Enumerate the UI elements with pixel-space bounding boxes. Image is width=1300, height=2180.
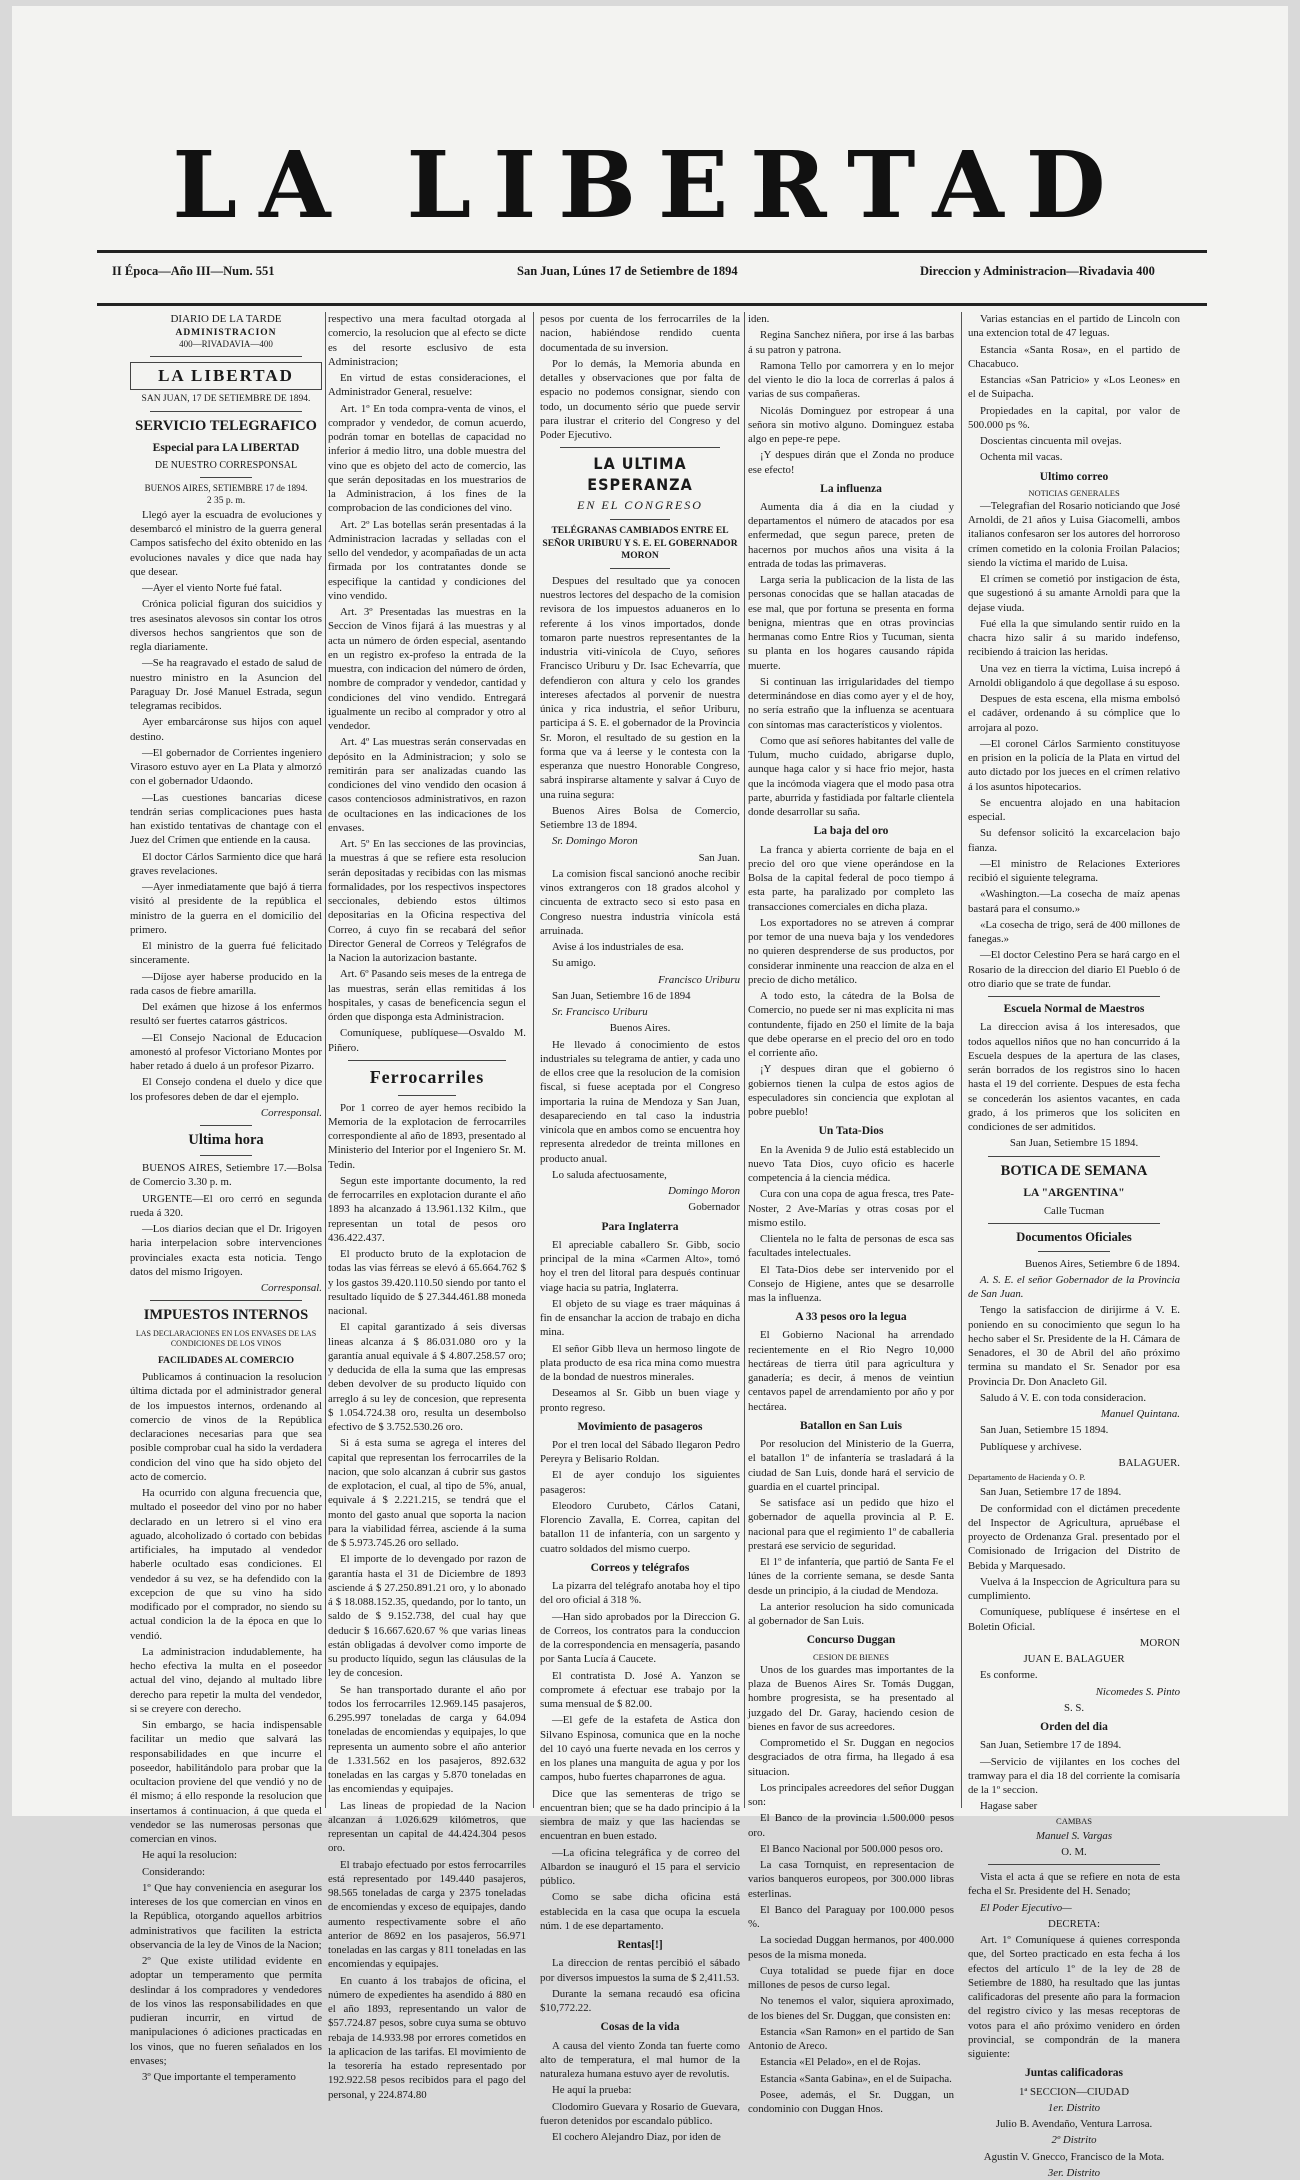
paragraph: Cura con una copa de agua fresca, tres Pate-Noster, 2 Ave-Marías y otras cosas por el mismo estilo. xyxy=(748,1188,954,1229)
paragraph: 2º Que existe utilidad evidente en adoptar un temperamento que permita deslindar á los compradores y vendedores de los vinos las responsabilidades en que pudieran incurrir, en virtud de manipulaciones ó adiciones practicadas en los vinos, que no fueren señalados en los envases; xyxy=(130,1955,322,2067)
paragraph: 1er. Distrito xyxy=(1047,2101,1101,2114)
subheading: Calle Tucman xyxy=(1043,1204,1105,1217)
issue-number: II Época—Año III—Num. 551 xyxy=(112,264,275,278)
column-5 xyxy=(968,312,1180,2179)
signature: S. S. xyxy=(1063,1701,1085,1714)
paragraph: La direccion de rentas percibió el sábado por diversos impuestos la suma de $ 2,411.53. xyxy=(540,1957,740,1984)
signature: BALAGUER. xyxy=(1118,1456,1180,1469)
subheading: LAS DECLARACIONES EN LOS ENVASES DE LAS CONDICIONES DE LOS VINOS xyxy=(135,1328,317,1349)
paragraph: Unos de los guardes mas importantes de la plaza de Buenos Aires Sr. Tomás Duggan, hombre progresista, se ha presentado al juzgado del Dr. Garay, haciendo cesion de bienes en favor de sus acreedores. xyxy=(748,1663,954,1733)
signature: Corresponsal. xyxy=(260,1282,322,1295)
paragraph: Se han transportado durante el año por todos los ferrocarriles 12.969.145 pasajeros, 6.295.997 toneladas de carga y 64.094 toneladas de encomiendas y equipajes, lo que representa un aumento sobre el año anterior de 1.331.562 en los pasajeros, 892.632 toneladas en las cargas y 5.870 toneladas en las encomiendas y equipajes. xyxy=(328,1683,526,1796)
paragraph: El Banco de la provincia 1.500.000 pesos oro. xyxy=(748,1812,954,1839)
issue-address: Direccion y Administracion—Rivadavia 400 xyxy=(920,264,1155,278)
paragraph: En la Avenida 9 de Julio está establecido un nuevo Tata Dios, cuyo oficio es hacerle competencia á la ciencia médica. xyxy=(748,1143,954,1185)
paragraph: La direccion avisa á los interesados, que todos aquellos niños que no han concurrido á la Escuela despues de la apertura de las clases, serán borrados de los registros sino lo hacen hasta el 19 del corriente. Despues de esta fecha se concederán los asientos vacantes, en cada grado, á los primeros que los soliciten en condiciones de ser admitidos. xyxy=(968,1021,1180,1134)
paragraph: El producto bruto de la explotacion de todas las vias férreas se elevó á 65.664.762 $ y los gastos 39.420.110.50 siendo por tanto el resultado líquido de $ 27.344.461.88 moneda nacional. xyxy=(328,1248,526,1317)
divider xyxy=(988,1156,1160,1157)
paragraph: San Juan, Setiembre 16 de 1894 xyxy=(552,989,691,1002)
paragraph: iden. xyxy=(748,313,770,325)
paragraph: DECRETA: xyxy=(1048,1917,1100,1930)
paragraph: 2º Distrito xyxy=(1051,2134,1097,2147)
paragraph: Sr. Francisco Uriburu xyxy=(552,1006,648,1019)
paragraph: Aumenta dia á dia en la ciudad y departamentos el número de atacados por esa enfermedad, que segun parece, preten de hacernos por muchos años una visita á la entrada de todas las primaveras. xyxy=(748,500,954,570)
section-heading: Batallon en San Luis xyxy=(800,1419,902,1432)
masthead-title: LA LIBERTAD xyxy=(172,131,1128,239)
signature: Corresponsal. xyxy=(260,1106,322,1119)
admin-address: 400—RIVADAVIA—400 xyxy=(179,339,273,350)
column-1 xyxy=(130,312,322,2084)
paragraph: Su amigo. xyxy=(552,957,596,970)
paragraph: Art. 3º Presentadas las muestras en la Seccion de Vinos fijará á las muestras y al acta un número de órden especial, asentando en un registro ex-profeso la entrada de la muestra, con indicacion del número de órden, nombre de comprador y vendedor, cantidad y condiciones del vino vendido. Entregará igualmente un recibo al comprador y otro al vendedor. xyxy=(328,606,526,732)
paragraph: Su defensor solicitó la excarcelacion bajo fianza. xyxy=(968,827,1180,854)
paragraph: —El Consejo Nacional de Educacion amonestó al profesor Victoriano Montes por haber retado á duelo á un profesor Pizarro. xyxy=(130,1031,322,1073)
signature: Domingo Moron xyxy=(668,1185,740,1198)
paragraph: San Juan, Setiembre 17 de 1894. xyxy=(980,1739,1122,1752)
divider xyxy=(200,1155,252,1156)
section-heading: Ultimo correo xyxy=(1039,470,1109,483)
paragraph: A todo esto, la cátedra de la Bolsa de Comercio, no puede ser ni mas explícita ni mas contundente, fijado en 250 el límite de la baja que debe operarse en el precio del oro en todo el corriente año. xyxy=(748,990,954,1060)
subheading: CESION DE BIENES xyxy=(812,1651,890,1662)
paragraph: «La cosecha de trigo, será de 400 millones de fanegas.» xyxy=(968,918,1180,946)
section-heading: Ultima hora xyxy=(188,1132,264,1149)
paragraph: No tenemos el valor, siquiera aproximado, de los bienes del Sr. Duggan, que consisten en: xyxy=(748,1995,954,2022)
paragraph: Vuelva á la Inspeccion de Agricultura para su cumplimiento. xyxy=(968,1575,1180,1603)
paragraph: Buenos Aires Bolsa de Comercio, Setiembre 13 de 1894. xyxy=(540,804,740,832)
paragraph: El crímen se cometió por instigacion de ésta, que sugestionó á su amante Arnoldi para que la dejase viuda. xyxy=(968,573,1180,614)
section-heading: LA ULTIMA ESPERANZA xyxy=(587,454,693,495)
section-heading: La influenza xyxy=(820,482,882,495)
paragraph: El objeto de su viage es traer máquinas á fin de ensanchar la accion de trabajo en dicha mina. xyxy=(540,1297,740,1339)
signature: MORON xyxy=(1139,1636,1180,1649)
section-heading: Correos y telégrafos xyxy=(590,1561,690,1574)
paragraph: Julio B. Avendaño, Ventura Larrosa. xyxy=(995,2118,1153,2131)
paragraph: El doctor Cárlos Sarmiento dice que hará graves revelaciones. xyxy=(130,850,322,877)
paragraph: Crónica policial figuran dos suicidios y tres asesinatos alevosos sin contar los otros diversos hechos sangrientos que son de regla diariamente. xyxy=(130,598,322,654)
paragraph: Ayer embarcáronse sus hijos con aquel destino. xyxy=(130,716,322,743)
paragraph: Los principales acreedores del señor Duggan son: xyxy=(748,1781,954,1808)
column-4 xyxy=(748,312,954,2115)
paragraph: El de ayer condujo los siguientes pasageros: xyxy=(540,1469,740,1496)
paragraph: El señor Gibb lleva un hermoso lingote de plata producto de esa rica mina como muestra de la bondad de nuestros minerales. xyxy=(540,1342,740,1384)
column-2 xyxy=(328,312,526,2101)
divider xyxy=(398,1095,456,1096)
paragraph: «Washington.—La cosecha de maíz apenas bastará para el consumo.» xyxy=(968,888,1180,915)
section-heading: Para Inglaterra xyxy=(601,1220,679,1233)
paragraph: BUENOS AIRES, Setiembre 17.—Bolsa de Comercio 3.30 p. m. xyxy=(130,1162,322,1189)
paragraph: Regina Sanchez niñera, por irse á las barbas á su patron y patrona. xyxy=(748,329,954,356)
dateline-time: 2 35 p. m. xyxy=(206,496,246,507)
issue-date: San Juan, Lúnes 17 de Setiembre de 1894 xyxy=(517,264,738,278)
paragraph: El apreciable caballero Sr. Gibb, socio principal de la mina «Carmen Alto», tomó hoy el tren del litoral para después continuar viage hacia su patria, Inglaterra. xyxy=(540,1238,740,1294)
divider xyxy=(988,1223,1160,1224)
paragraph: Deseamos al Sr. Gibb un buen viage y pronto regreso. xyxy=(540,1387,740,1414)
paragraph: Posee, además, el Sr. Duggan, un condominio con Duggan Hnos. xyxy=(748,2088,954,2115)
paragraph: Art. 4º Las muestras serán conservadas en depósito en la Administracion; y solo se remitirán para ser analizadas cuando las condiciones del vino vendido den ocasion á casos contenciosos administrativos, en razon de ocultaciones en las indicaciones de los envases. xyxy=(328,736,526,834)
paragraph: Clientela no le falta de personas de esca sas facultades intelectuales. xyxy=(748,1233,954,1260)
paragraph: Larga seria la publicacion de la lista de las personas conocidas que se hallan atacadas de ese mal, que por fortuna se presenta en forma benigna, mientras que en otras provincias hermanas como Entre Rios y Tucuman, sienta su planta en los hogares causando rápida muerte. xyxy=(748,574,954,672)
signature: Gobernador xyxy=(688,1201,740,1214)
paragraph: Art. 6º Pasando seis meses de la entrega de las muestras, serán ellas remitidas á los hospitales, y casas de beneficencia segun el órden que disponga esta Administracion. xyxy=(328,968,526,1023)
divider xyxy=(150,411,302,412)
paper-name: LA LIBERTAD xyxy=(130,362,322,390)
subheading: DE NUESTRO CORRESPONSAL xyxy=(154,460,298,472)
paragraph: Por resolucion del Ministerio de la Guerra, el batallon 1º de infantería se trasladará á la ciudad de San Luis, donde hará el servicio de guardia en el cuartel principal. xyxy=(748,1438,954,1493)
column-divider xyxy=(744,312,745,1808)
paragraph: Estancia «Santa Gabina», en el de Suipacha. xyxy=(760,2072,952,2085)
paragraph: Dice que las sementeras de trigo se encuentran bien; que se ha dado principio á la siembra de maiz y que las haciendas se encuentran en buen estado. xyxy=(540,1787,740,1843)
paragraph: Llegó ayer la escuadra de evoluciones y desembarcó el ministro de la guerra general Campos satisfecho del éxito obtenido en las evoluciones navales y dice que nada hay que desear. xyxy=(130,508,322,578)
paragraph: El Consejo condena el duelo y dice que los profesores deben de dar el ejemplo. xyxy=(130,1076,322,1103)
section-heading: Un Tata-Dios xyxy=(818,1125,884,1138)
divider xyxy=(610,568,670,569)
paragraph: Comuníquese, publíquese é insértese en el Boletin Oficial. xyxy=(968,1606,1180,1633)
paragraph: La casa Tornquist, en representacion de varios banqueros europeos, por 300.000 libras esterlinas. xyxy=(748,1859,954,1900)
paragraph: Las lineas de propiedad de la Nacion alcanzan á 1.026.629 kilómetros, que representan un capital de 44.424.304 pesos oro. xyxy=(328,1799,526,1855)
paragraph: Varias estancias en el partido de Lincoln con una extencion total de 47 leguas. xyxy=(968,313,1180,340)
paragraph: El Gobierno Nacional ha arrendado recientemente en el Rio Negro 10,000 hectáreas de tierra útil para agricultura y ganadería; es decir, á menos de veintiun centavos papel de arrendamiento por año y por hectárea. xyxy=(748,1329,954,1413)
paragraph: —El gobernador de Corrientes ingeniero Virasoro estuvo ayer en La Plata y almorzó con el gobernador Udaondo. xyxy=(130,746,322,788)
divider xyxy=(150,356,302,357)
divider xyxy=(150,1300,302,1301)
paragraph: Departamento de Hacienda y O. P. xyxy=(968,1472,1086,1483)
paragraph: —Han sido aprobados por la Direccion G. de Correos, los contratos para la conduccion de la correspondencia en mensagería, pasando por Santa Lucía á Caucete. xyxy=(540,1610,740,1666)
paragraph: He llevado á conocimiento de estos industriales su telegrama de antier, y cada uno de ellos cree que la resolucion de la comision fiscal, si fuese aceptada por el Congreso importaria la ruina de Mendoza y San Juan, desapareciendo en tal caso la industria vinícola que en ambos como se encuentra hoy representa alrededor de treinta millones en producto anual. xyxy=(540,1038,740,1165)
section-heading: IMPUESTOS INTERNOS xyxy=(143,1307,309,1324)
divider xyxy=(988,996,1160,997)
subheading: FACILIDADES AL COMERCIO xyxy=(157,1355,294,1366)
paragraph: —Ayer inmediatamente que bajó á tierra visitó al presidente de la república el ministro de la guerra en el domicilio del primero. xyxy=(130,881,322,936)
paragraph: Segun este importante documento, la red de ferrocarriles en explotacion durante el año 1893 ha alcanzado á 13.961.132 Kilm., que representan un total de pesos oro 436.422.437. xyxy=(328,1174,526,1244)
paragraph: Estancia «El Pelado», en el de Rojas. xyxy=(760,2056,921,2069)
paragraph: —Las cuestiones bancarias dicese tendrán serias complicaciones pues hasta han existido tentativas de chantage con el Juez del Crímen que entiende en la causa. xyxy=(130,791,322,847)
paragraph: Comuníquese, publíquese—Osvaldo M. Piñero. xyxy=(328,1027,526,1054)
paragraph: De conformidad con el dictámen precedente del Inspector de Agricultura, apruébase el proyecto de Ordenanza Gral. presentado por el Comisionado de Irrigacion del Distrito de Bebida y Marquesado. xyxy=(968,1502,1180,1572)
section-heading: Cosas de la vida xyxy=(600,2021,680,2034)
paragraph: El 1º de infantería, que partió de Santa Fe el lúnes de la corriente semana, se desde Santa desde un principio, á la ciudad de Mendoza. xyxy=(748,1556,954,1597)
diario-label: DIARIO DE LA TARDE xyxy=(170,313,282,325)
column-divider xyxy=(961,312,962,1808)
paragraph: Art. 1º En toda compra-venta de vinos, el comprador y vendedor, de comun acuerdo, podrán tomar en botellas de capacidad no inferior á medio litro, una doble muestra del vino que es objeto del acto de comercio, las que serán depositadas en los muestrarios de la Administracion, á los fines de la comprobacion de las condiciones del vino. xyxy=(328,402,526,515)
paragraph: Por lo demás, la Memoria abunda en detalles y observaciones que por falta de espacio no podemos consignar, siendo con todo, un documento sério que puede servir para ilustrar el criterio del Congreso y del Poder Ejecutivo. xyxy=(540,357,740,441)
paragraph: respectivo una mera facultad otorgada al comercio, la resolucion que al efecto se dicte es del resorte esclusivo de esta Administracion; xyxy=(328,313,526,368)
paragraph: La sociedad Duggan hermanos, por 400.000 pesos de la misma moneda. xyxy=(748,1934,954,1961)
paragraph: La comision fiscal sancionó anoche recibir vinos extrangeros con 18 grados alcohol y cincuenta de extracto seco si esto pasa en Congreso nuestra industria vinícola está arruinada. xyxy=(540,867,740,937)
section-heading: La baja del oro xyxy=(813,825,889,838)
masthead-rule-bottom xyxy=(97,303,1207,306)
paragraph: Saludo á V. E. con toda consideracion. xyxy=(980,1391,1147,1404)
paragraph: Una vez en tierra la víctima, Luisa increpó á Arnoldi obligandolo á que degollase á su esposo. xyxy=(968,662,1180,689)
paragraph: La franca y abierta corriente de baja en el precio del oro que viene operándose en la Bolsa de la capital federal de poco tiempo á esta parte, ha paralizado por completo las transacciones comerciales en dicha plaza. xyxy=(748,843,954,913)
paragraph: Vista el acta á que se refiere en nota de esta fecha el Sr. Presidente del H. Senado; xyxy=(968,1871,1180,1898)
paragraph: —Servicio de vijilantes en los coches del tramway para el dia 18 del corriente la comisaría de la 1º seccion. xyxy=(968,1755,1180,1796)
paragraph: El ministro de la guerra fué felicitado sinceramente. xyxy=(130,940,322,967)
paragraph: Se encuentra alojado en una habitacion especial. xyxy=(968,796,1180,824)
paragraph: 3º Que importante el temperamento xyxy=(142,2071,296,2084)
signature: O. M. xyxy=(1061,1845,1087,1858)
divider xyxy=(200,477,252,478)
paragraph: Comprometido el Sr. Duggan en negocios desgraciados de otra firma, ha llegado á esa situacion. xyxy=(748,1737,954,1778)
paragraph: Hagase saber xyxy=(980,1800,1038,1813)
paragraph: —El ministro de Relaciones Exteriores recibió el siguiente telegrama. xyxy=(968,857,1180,885)
section-heading: Documentos Oficiales xyxy=(1016,1230,1132,1245)
signature: Francisco Uriburu xyxy=(658,973,740,986)
paragraph: Despues del resultado que ya conocen nuestros lectores del despacho de la comision revisora de los impuestos aduaneros en lo referente á los vinos importados, donde tomaron parte nuestros representantes de la industria viti-vinícola de Cuyo, señores Francisco Uriburu y Dr. Isac Echevarría, que defendieron con altura y celo los grandes intereses afectados al porvenir de nuestra única y rica industria, el señor Uriburu, participa á S. E. el gobernador de la Provincia Sr. Moron, el resultado de su gestion en la forma que va á leerse y le contesta con la esperanza que nuestro Honorable Congreso, sabrá inspirarse altamente y salvar á Cuyo de una ruina segura: xyxy=(540,574,740,801)
paragraph: Por 1 correo de ayer hemos recibido la Memoria de la explotacion de ferrocarriles correspondiente al año de 1893, presentado al Ministerio del Interior por el Ingeniero Sr. M. Tedin. xyxy=(328,1101,526,1171)
column-3 xyxy=(540,312,740,2143)
paragraph: El Banco Nacional por 500.000 pesos oro. xyxy=(760,1842,943,1855)
paragraph: Ochenta mil vacas. xyxy=(980,451,1063,464)
paragraph: 1ª SECCION—CIUDAD xyxy=(1018,2085,1130,2098)
paragraph: Como que así señores habitantes del valle de Tulum, mucho cuidado, abrigarse duplo, aunque haga calor y si hace frio mejor, hasta que la incómoda viagera que el modo pasa otra parte, aburrida y fastidiada por faltarle clientela donde desarrollar su saña. xyxy=(748,734,954,819)
paragraph: Avise á los industriales de esa. xyxy=(552,941,684,954)
divider xyxy=(348,1060,506,1061)
paragraph: Eleodoro Curubeto, Cárlos Catani, Florencio Zavalla, E. Correa, capitan del batallon 11 de infantería, con un sargento y cuatro soldados del mismo cuerpo. xyxy=(540,1499,740,1555)
paragraph: Publicamos á continuacion la resolucion última dictada por el administrador general de los impuestos internos, ordenando al comercio de vinos de la República declaraciones necesarias para que sea posible comprobar cual ha sido la verdadera condicion del vino que ha sido objeto del acto de comercio. xyxy=(130,1371,322,1483)
divider xyxy=(988,1864,1160,1865)
signature: Nicomedes S. Pinto xyxy=(1095,1685,1180,1698)
signature: Manuel S. Vargas xyxy=(1035,1829,1113,1842)
paragraph: Del exámen que hizose á los enfermos resultó ser fuertes catarros gástricos. xyxy=(130,1001,322,1028)
newspaper-page xyxy=(12,6,1288,2179)
paragraph: La administracion indudablemente, ha hecho efectiva la multa en el poseedor actual del vino, dejando al multado libre derecho para repetir la multa del vendedor, si se creyere con derecho. xyxy=(130,1645,322,1715)
dateline: BUENOS AIRES, SETIEMBRE 17 de 1894. xyxy=(144,483,308,494)
signature: Manuel Quintana. xyxy=(1100,1408,1180,1421)
section-heading: SERVICIO TELEGRAFICO xyxy=(135,417,317,434)
paragraph: Art. 2º Las botellas serán presentadas á la Administracion lacradas y selladas con el sello del vendedor, y acompañadas de un acta firmada por los contratantes donde se especifique la cantidad y condiciones del vino vendido. xyxy=(328,518,526,602)
paragraph: Despues de esta escena, ella misma embolsó el cadáver, ordenando á su cómplice que lo arrojara al pozo. xyxy=(968,693,1180,734)
paragraph: El importe de lo devengado por razon de garantía hasta el 31 de Diciembre de 1893 asciende á $ 27.250.891.21 oro, y lo abonado á $ 18.088.152.35, quedando, por lo tanto, un saldo de $ 9.152.738, del cual hay que deducir $ 16.667.620.67 % que varias lineas están obligadas á devolver como importe de su producto líquido, segun las cláusulas de la ley de concesion. xyxy=(328,1553,526,1680)
paragraph: —Telegrafian del Rosario noticiando que José Arnoldi, de 21 años y Luisa Giacomelli, ambos italianos confesaron ser los autores del horroroso crímen cometido en la colonia Froilan Palacios; siendo la víctima el marido de Luisa. xyxy=(968,499,1180,569)
paragraph: Buenos Aires. xyxy=(609,1022,671,1035)
paragraph: El trabajo efectuado por estos ferrocarriles está representado por 149.440 pasajeros, 98.565 toneladas de carga y 2375 toneladas de encomiendas y exceso de equipajes, dando aumento respectivamente sobre el año anterior de 8692 en los pasajeros, 56.971 toneladas en las cargas y 811 toneladas en las encomiendas y equipajes. xyxy=(328,1858,526,1971)
paragraph: Estancia «Santa Rosa», en el partido de Chacabuco. xyxy=(968,343,1180,370)
subheading: TELÉGRANAS CAMBIADOS ENTRE EL SEÑOR URIBURU Y S. E. EL GOBERNADOR MORON xyxy=(542,526,738,562)
paragraph: Si continuan las irrigularidades del tiempo determinándose en dias como ayer y el de hoy, no sería estraño que la influenza se acentuara con síntomas mas característicos y violentos. xyxy=(748,675,954,731)
divider xyxy=(610,519,670,520)
paragraph: Lo saluda afectuosamente, xyxy=(552,1168,667,1181)
section-heading: Concurso Duggan xyxy=(806,1634,896,1647)
divider xyxy=(560,447,720,448)
paragraph: He aquí la prueba: xyxy=(552,2084,632,2097)
paragraph: El contratista D. José A. Yanzon se compromete á efectuar ese trabajo por la suma mensual de $ 82.00. xyxy=(540,1669,740,1711)
subheading: EN EL CONGRESO xyxy=(577,498,703,513)
paragraph: Se satisface así un pedido que hizo el gobernador de aquella provincia al P. E. nacional para que el regimiento 1º de caballeria prestará ese servicio de seguridad. xyxy=(748,1497,954,1552)
column-divider xyxy=(325,312,326,1808)
paragraph: —El coronel Cárlos Sarmiento constituyose en prision en la policía de la Plata en virtud del auto dictado por los jueces en el crímen relativo á los asuntos hipotecarios. xyxy=(968,737,1180,793)
section-heading: BOTICA DE SEMANA xyxy=(1000,1162,1148,1179)
paragraph: 3er. Distrito xyxy=(1047,2166,1101,2179)
signature: JUAN E. BALAGUER xyxy=(1023,1653,1125,1666)
paragraph: Ha ocurrido con alguna frecuencia que, multado el poseedor del vino por no haber declarado en un letrero si el vino era aguado, alcoholizado ó cortado con bebidas artificiales, ha imputado al vendedor haberle ocultado esas condiciones. El vendedor á su vez, se ha defendido con la excepcion de que su vino ha sido modificado por el comprador, no siendo su actual condicion la de la época en que lo vendió. xyxy=(130,1487,322,1642)
paragraph: Propiedades en la capital, por valor de 500.000 ps %. xyxy=(968,404,1180,431)
subheading: NOTICIAS GENERALES xyxy=(1028,487,1120,498)
paragraph: San Juan. xyxy=(698,851,740,864)
paragraph: ¡Y despues dirán que el Zonda no produce ese efecto! xyxy=(748,449,954,476)
section-heading: Escuela Normal de Maestros xyxy=(1003,1003,1145,1016)
section-heading: Orden del dia xyxy=(1040,1721,1108,1734)
paragraph: La pizarra del telégrafo anotaba hoy el tipo del oro oficial á 318 %. xyxy=(540,1580,740,1607)
paper-dateline: SAN JUAN, 17 DE SETIEMBRE DE 1894. xyxy=(141,394,311,405)
paragraph: San Juan, Setiembre 15 1894. xyxy=(980,1424,1109,1437)
paragraph: San Juan, Setiembre 17 de 1894. xyxy=(980,1486,1122,1499)
paragraph: —Los diarios decian que el Dr. Irigoyen haria interpelacion sobre intervenciones provinciales exacta esta noticia. Tengo datos del mismo Irigoyen. xyxy=(130,1223,322,1278)
subheading: LA "ARGENTINA" xyxy=(1023,1186,1125,1199)
paragraph: Tengo la satisfaccion de dirijirme á V. E. poniendo en su conocimiento que segun lo ha hecho saber el Sr. Presidente de la H. Cámara de Senadores, el 30 de Abril del año próximo termina su mandato el Sr. Senador por esa Provincia Dr. Don Anacleto Gil. xyxy=(968,1304,1180,1388)
paragraph: Fué ella la que simulando sentir ruido en la chacra hizo salir á su marido indefenso, recibiendo á traicion las heridas. xyxy=(968,617,1180,659)
paragraph: ¡Y despues diran que el gobierno ó gobiernos tienen la culpa de estos agios de especuladores sin conciencia que explotan al pobre pueblo! xyxy=(748,1063,954,1119)
paragraph: El capital garantizado á seis diversas lineas alcanza á $ 86.031.080 oro y la garantía anual equivale á $ 4.807.258.57 oro; y deducida de ella la suma que las empresas deben devolver de su producto líquido con arreglo á su ley de concesion, que representa $ 1.054.724.38 oro, resulta un desembolso efectivo de $ 3.752.530.26 oro. xyxy=(328,1321,526,1433)
paragraph: Como se sabe dicha oficina está establecida en la casa que ocupa la escuela núm. 1 de ese departamento. xyxy=(540,1891,740,1932)
paragraph: A causa del viento Zonda tan fuerte como alto de temperatura, el mal humor de la naturaleza humana estuvo ayer de revolutis. xyxy=(540,2039,740,2080)
paragraph: Ramona Tello por camorrera y en lo mejor del viento le dio la loca de correrlas á palos á varias de sus compañeras. xyxy=(748,359,954,401)
paragraph: El Banco del Paraguay por 100.000 pesos %. xyxy=(748,1903,954,1930)
paragraph: Art. 1º Comuníquese á quienes corresponda que, del Sorteo practicado en esta fecha á los efectos del artículo 1º de la ley de 28 de Setiembre de 1880, ha resultado que las juntas calificadoras del presente año para la formacion del registro cívico y las mesas receptoras de votos para el año próximo venidero en órden provincial, se compondrán de la manera siguiente: xyxy=(968,1934,1180,2061)
paragraph: Doscientas cincuenta mil ovejas. xyxy=(980,435,1122,447)
paragraph: En virtud de estas consideraciones, el Administrador General, resuelve: xyxy=(328,372,526,399)
paragraph: —Díjose ayer haberse producido en la rada casos de fiebre amarilla. xyxy=(130,970,322,997)
paragraph: El Tata-Dios debe ser intervenido por el Consejo de Higiene, antes que se desarrolle mas la influenza. xyxy=(748,1263,954,1305)
section-heading: A 33 pesos oro la legua xyxy=(795,1311,907,1324)
paragraph: 1º Que hay conveniencia en asegurar los intereses de los que comercian en vinos en la República, otorgando aquellos arbitrios administrativos que faciliten la estricta observancia de la ley de Vinos de la Nacion; xyxy=(130,1881,322,1951)
paragraph: Publíquese y archívese. xyxy=(980,1440,1082,1453)
divider xyxy=(1038,1251,1110,1252)
paragraph: —El gefe de la estafeta de Astica don Silvano Espinosa, comunica que en la noche del 10 cayó una fuerte nevada en los cerros y en los planes una manguita de agua y por los campos, hubo fuertes chaparrones de agua. xyxy=(540,1714,740,1784)
paragraph: Nicolás Dominguez por estropear á una señora sin motivo alguno. Dominguez estaba algo en pepe-re pepe. xyxy=(748,404,954,445)
paragraph: pesos por cuenta de los ferrocarriles de la nacion, habiéndose rendido cuenta documentada de su inversion. xyxy=(540,313,740,354)
divider xyxy=(200,1125,252,1126)
paragraph: —Ayer el viento Norte fué fatal. xyxy=(142,582,282,595)
paragraph: He aquí la resolucion: xyxy=(142,1849,238,1862)
paragraph: Los exportadores no se atreven á comprar por temor de una nueva baja y los vendedores no quieren desprenderse de sus productos, por considerar inminente una reaccion de alza en el precio de dicho metálico. xyxy=(748,916,954,986)
paragraph: Clodomiro Guevara y Rosario de Guevara, fueron detenidos por escandalo público. xyxy=(540,2100,740,2127)
signature: CAMBAS xyxy=(1056,1815,1092,1826)
column-divider xyxy=(533,312,534,1808)
paragraph: —Se ha reagravado el estado de salud de nuestro ministro en la Asuncion del Paraguay Dr. José Manuel Estrada, segun telegramas recibidos. xyxy=(130,657,322,713)
paragraph: A. S. E. el señor Gobernador de la Provincia de San Juan. xyxy=(968,1273,1180,1301)
paragraph: Durante la semana recaudó esa oficina $10,772.22. xyxy=(540,1987,740,2015)
section-heading: Movimiento de pasageros xyxy=(577,1420,703,1433)
paragraph: —El doctor Celestino Pera se hará cargo en el Rosario de la direccion del diario El Pueblo ó de otro diario que se trate de fundar. xyxy=(968,949,1180,990)
paragraph: El Poder Ejecutivo— xyxy=(980,1901,1072,1914)
subheading: Especial para LA LIBERTAD xyxy=(152,442,300,455)
paragraph: En cuanto á los trabajos de oficina, el número de expedientes ha asendido á 880 en el año 1893, representando un valor de $57.724.87 pesos, sobre cuya suma se obtuvo rebaja de 14.933.98 por errores cometidos en la aplicacion de las tarifas. El movimiento de la tesorería ha estado representado por 192.922.58 pesos recibidos para el pago del personal, y 224.874.80 xyxy=(328,1974,526,2101)
paragraph: URGENTE—El oro cerró en segunda rueda á 320. xyxy=(130,1192,322,1219)
admin-label: ADMINISTRACION xyxy=(175,327,277,338)
paragraph: Cuya totalidad se puede fijar en doce millones de pesos de curso legal. xyxy=(748,1964,954,1991)
paragraph: —La oficina telegráfica y de correo del Albardon se inauguró el 15 para el servicio público. xyxy=(540,1846,740,1888)
paragraph: Buenos Aires, Setiembre 6 de 1894. xyxy=(1024,1257,1180,1270)
section-heading: Ferrocarriles xyxy=(369,1066,485,1087)
paragraph: Estancias «San Patricio» y «Los Leones» en el de Suipacha. xyxy=(968,374,1180,401)
paragraph: La anterior resolucion ha sido comunicada al gobernador de San Luis. xyxy=(748,1600,954,1628)
paragraph: San Juan, Setiembre 15 1894. xyxy=(1009,1137,1139,1150)
paragraph: Es conforme. xyxy=(980,1669,1038,1682)
section-heading: Juntas calificadoras xyxy=(1024,2067,1124,2080)
section-heading: Rentas[!] xyxy=(617,1939,663,1952)
paragraph: Si á esta suma se agrega el interes del capital que representan los ferrocarriles de la nacion, que solo alcanzan á cubrir sus gastos de explotacion, el cual, al tipo de 5%, anual, equivale á $ 2.221.215, se tendrá que el monto del gasto anual que soporta la nacion para la viabilidad férrea, asciende á la suma de $ 5.973.745.26 oro sellado. xyxy=(328,1437,526,1549)
paragraph: Art. 5º En las secciones de las provincias, la muestras á que se refiere esta resolucion serán depositadas y recibidas con las mismas formalidades, por los respectivos inspectores seccionales, debiendo estos últimos depositarias en la Oficina respectiva del Correo, á cuyo fin se recabará del señor Director General de Correos y Telégrafos de la Nacion la autorizacion bastante. xyxy=(328,838,526,964)
masthead-rule-top xyxy=(97,250,1207,253)
paragraph: Estancia «San Ramon» en el partido de San Antonio de Areco. xyxy=(748,2025,954,2052)
paragraph: Sin embargo, se hacia indispensable facilitar un medio que salvará las responsabilidades en que incurre el poseedor, habilitándolo para probar que la ocultacion proviene del que vendió y no de él mismo; á ello responde la resolucion que insertamos á continuacion, á que queda el vendedor se las numerosas personas que comercian en vinos. xyxy=(130,1719,322,1846)
paragraph: El cochero Alejandro Diaz, por iden de xyxy=(552,2131,721,2143)
paragraph: Considerando: xyxy=(142,1865,205,1878)
paragraph: Agustin V. Gnecco, Francisco de la Mota. xyxy=(983,2150,1165,2163)
paragraph: Sr. Domingo Moron xyxy=(552,835,638,848)
paragraph: Por el tren local del Sábado llegaron Pedro Pereyra y Belisario Roldan. xyxy=(540,1438,740,1466)
